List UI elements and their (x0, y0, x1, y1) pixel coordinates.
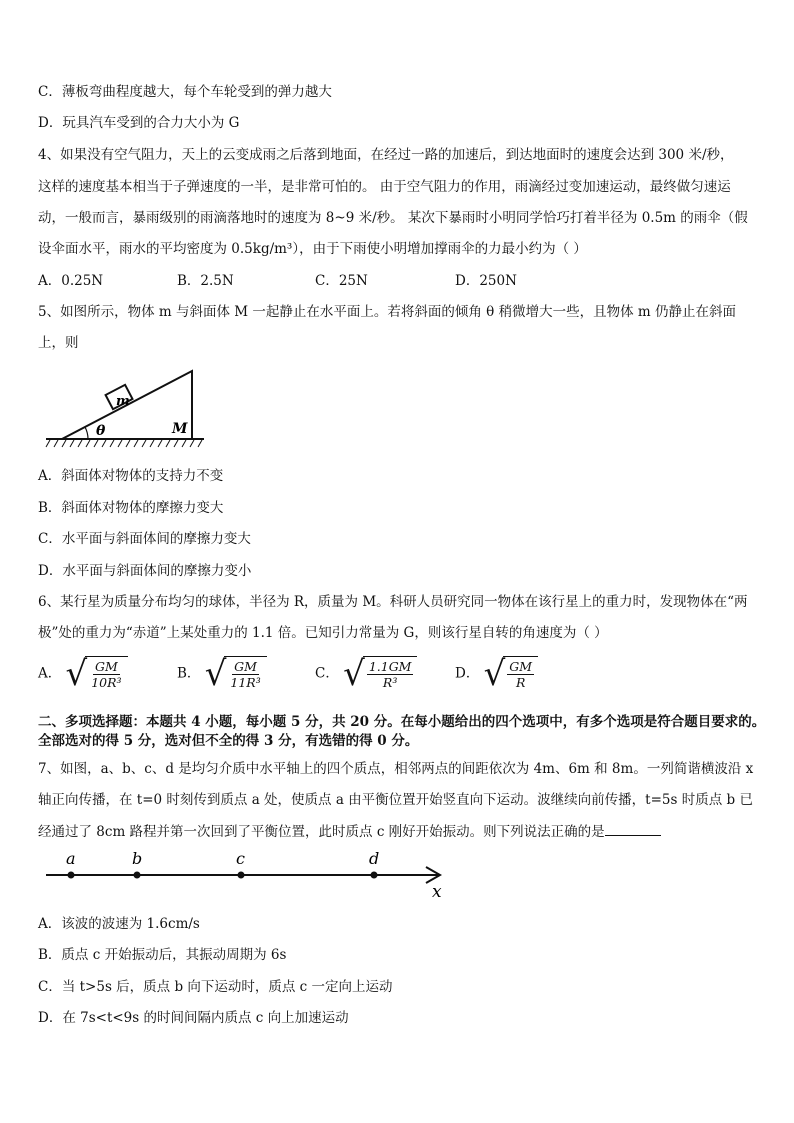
section-2-header-2: 全部选对的得 5 分，选对但不全的得 3 分，有选错的得 0 分。 (38, 733, 419, 749)
q6-option-d-formula: √ $\frac{GM}{R}$ (484, 656, 538, 692)
q6-option-d-num: GM (509, 659, 533, 674)
point-c (238, 872, 245, 879)
q6-option-b-label: B． (177, 665, 201, 682)
point-d-label: d (369, 849, 380, 868)
q5-option-c: C．水平面与斜面体间的摩擦力变大 (38, 531, 251, 547)
point-b-label: b (132, 849, 143, 868)
ground-hatching (46, 440, 202, 447)
q6-option-a-num: GM (94, 659, 118, 674)
q6-option-c-num: 1.1GM (368, 659, 412, 674)
q7-option-b: B．质点 c 开始振动后，其振动周期为 6s (38, 947, 287, 963)
q4-text-2: 这样的速度基本相当于子弹速度的一半，是非常可怕的。 由于空气阻力的作用，雨滴经过变加速运动，最终做匀速运 (38, 179, 731, 195)
point-c-label: c (236, 849, 245, 868)
q7-option-c: C．当 t>5s 后，质点 b 向下运动时，质点 c 一定向上运动 (38, 979, 393, 995)
q6-option-a-label: A． (38, 665, 62, 682)
angle-arc (85, 427, 88, 439)
q4-option-c: C．25N (315, 273, 368, 289)
q4-text-4: 设伞面水平，雨水的平均密度为 0.5kg/m³），由于下雨使小明增加撑雨伞的力最小约为（ ） (38, 241, 587, 257)
q4-option-d: D．250N (455, 273, 517, 289)
q6-option-c (315, 656, 417, 692)
axis-x-label: x (432, 882, 442, 900)
q6-text-2: 极”处的重力为“赤道”上某处重力的 1.1 倍。已知引力常量为 G，则该行星自转的角速度为（ ） (38, 625, 608, 641)
q6-option-b (177, 656, 267, 692)
q5-option-a: A．斜面体对物体的支持力不变 (38, 468, 224, 484)
q3-option-d: D．玩具汽车受到的合力大小为 G (38, 115, 240, 131)
section-2-header-1: 二、多项选择题：本题共 4 小题，每小题 5 分，共 20 分。在每小题给出的四个选项中，有多个选项是符合题目要求的。 (38, 714, 766, 730)
point-d (371, 872, 378, 879)
q7-option-a: A．该波的波速为 1.6cm/s (38, 916, 200, 932)
q6-option-a (38, 656, 128, 692)
q5-text-1: 5、如图所示，物体 m 与斜面体 M 一起静止在水平面上。若将斜面的倾角 θ 稍微增大一些，且物体 m 仍静止在斜面 (38, 304, 736, 320)
q6-option-c-den: R³ (382, 675, 398, 690)
q5-option-d: D．水平面与斜面体间的摩擦力变小 (38, 563, 252, 579)
q6-text-1: 6、某行星为质量分布均匀的球体，半径为 R，质量为 M。科研人员研究同一物体在该行星上的重力时，发现物体在“两 (38, 594, 748, 610)
block-m-label: m (116, 394, 130, 409)
point-a-label: a (66, 849, 76, 868)
q6-option-d-den: R (515, 675, 526, 690)
q6-option-b-formula: √ $\frac{GM}{\text{11R³}}$ (205, 656, 267, 692)
q7-text-3 (38, 822, 661, 841)
q4-text-1: 4、如果没有空气阻力，天上的云变成雨之后落到地面，在经过一路的加速后，到达地面时的速度会达到 300 米/秒， (38, 147, 734, 163)
q4-text-3: 动，一般而言，暴雨级别的雨滴落地时的速度为 8~9 米/秒。 某次下暴雨时小明同学恰巧打着半径为 0.5m 的雨伞（假 (38, 210, 748, 226)
q7-text-3-content: 经通过了 8cm 路程并第一次回到了平衡位置，此时质点 c 刚好开始振动。则下列说法正确的是 (38, 824, 605, 840)
q3-option-c: C．薄板弯曲程度越大，每个车轮受到的弹力越大 (38, 84, 332, 100)
answer-blank (605, 822, 661, 836)
incline-figure (40, 365, 210, 450)
q7-option-d: D．在 7s<t<9s 的时间间隔内质点 c 向上加速运动 (38, 1010, 349, 1026)
q6-option-a-formula: √ $\frac{GM}{\text{10R³}}$ (66, 656, 128, 692)
q6-option-c-formula: √ $\frac{1.1GM}{\text{R³}}$ (343, 656, 417, 692)
wedge-m-label: M (172, 421, 188, 437)
q6-option-b-num: GM (234, 659, 257, 674)
q6-option-c-label: C． (315, 665, 339, 682)
q7-text-2: 轴正向传播，在 t=0 时刻传到质点 a 处，使质点 a 由平衡位置开始竖直向下运动。波继续向前传播，t=5s 时质点 b 已 (38, 792, 753, 808)
q6-option-d-label: D． (455, 665, 480, 682)
q5-option-b: B．斜面体对物体的摩擦力变大 (38, 500, 224, 516)
q7-text-1: 7、如图，a、b、c、d 是均匀介质中水平轴上的四个质点，相邻两点的间距依次为 4m、6m 和 8m。一列简谐横波沿 x (38, 761, 754, 777)
q5-text-2: 上，则 (38, 335, 79, 351)
q4-option-a: A．0.25N (38, 273, 104, 289)
point-b (134, 872, 141, 879)
q6-option-d (455, 656, 538, 692)
wave-axis-figure (40, 846, 460, 900)
q6-option-a-den: 10R³ (91, 675, 122, 690)
angle-theta-label: θ (96, 423, 106, 439)
q6-option-b-den: 11R³ (230, 675, 261, 690)
q4-option-b: B．2.5N (177, 273, 234, 289)
point-a (68, 872, 75, 879)
